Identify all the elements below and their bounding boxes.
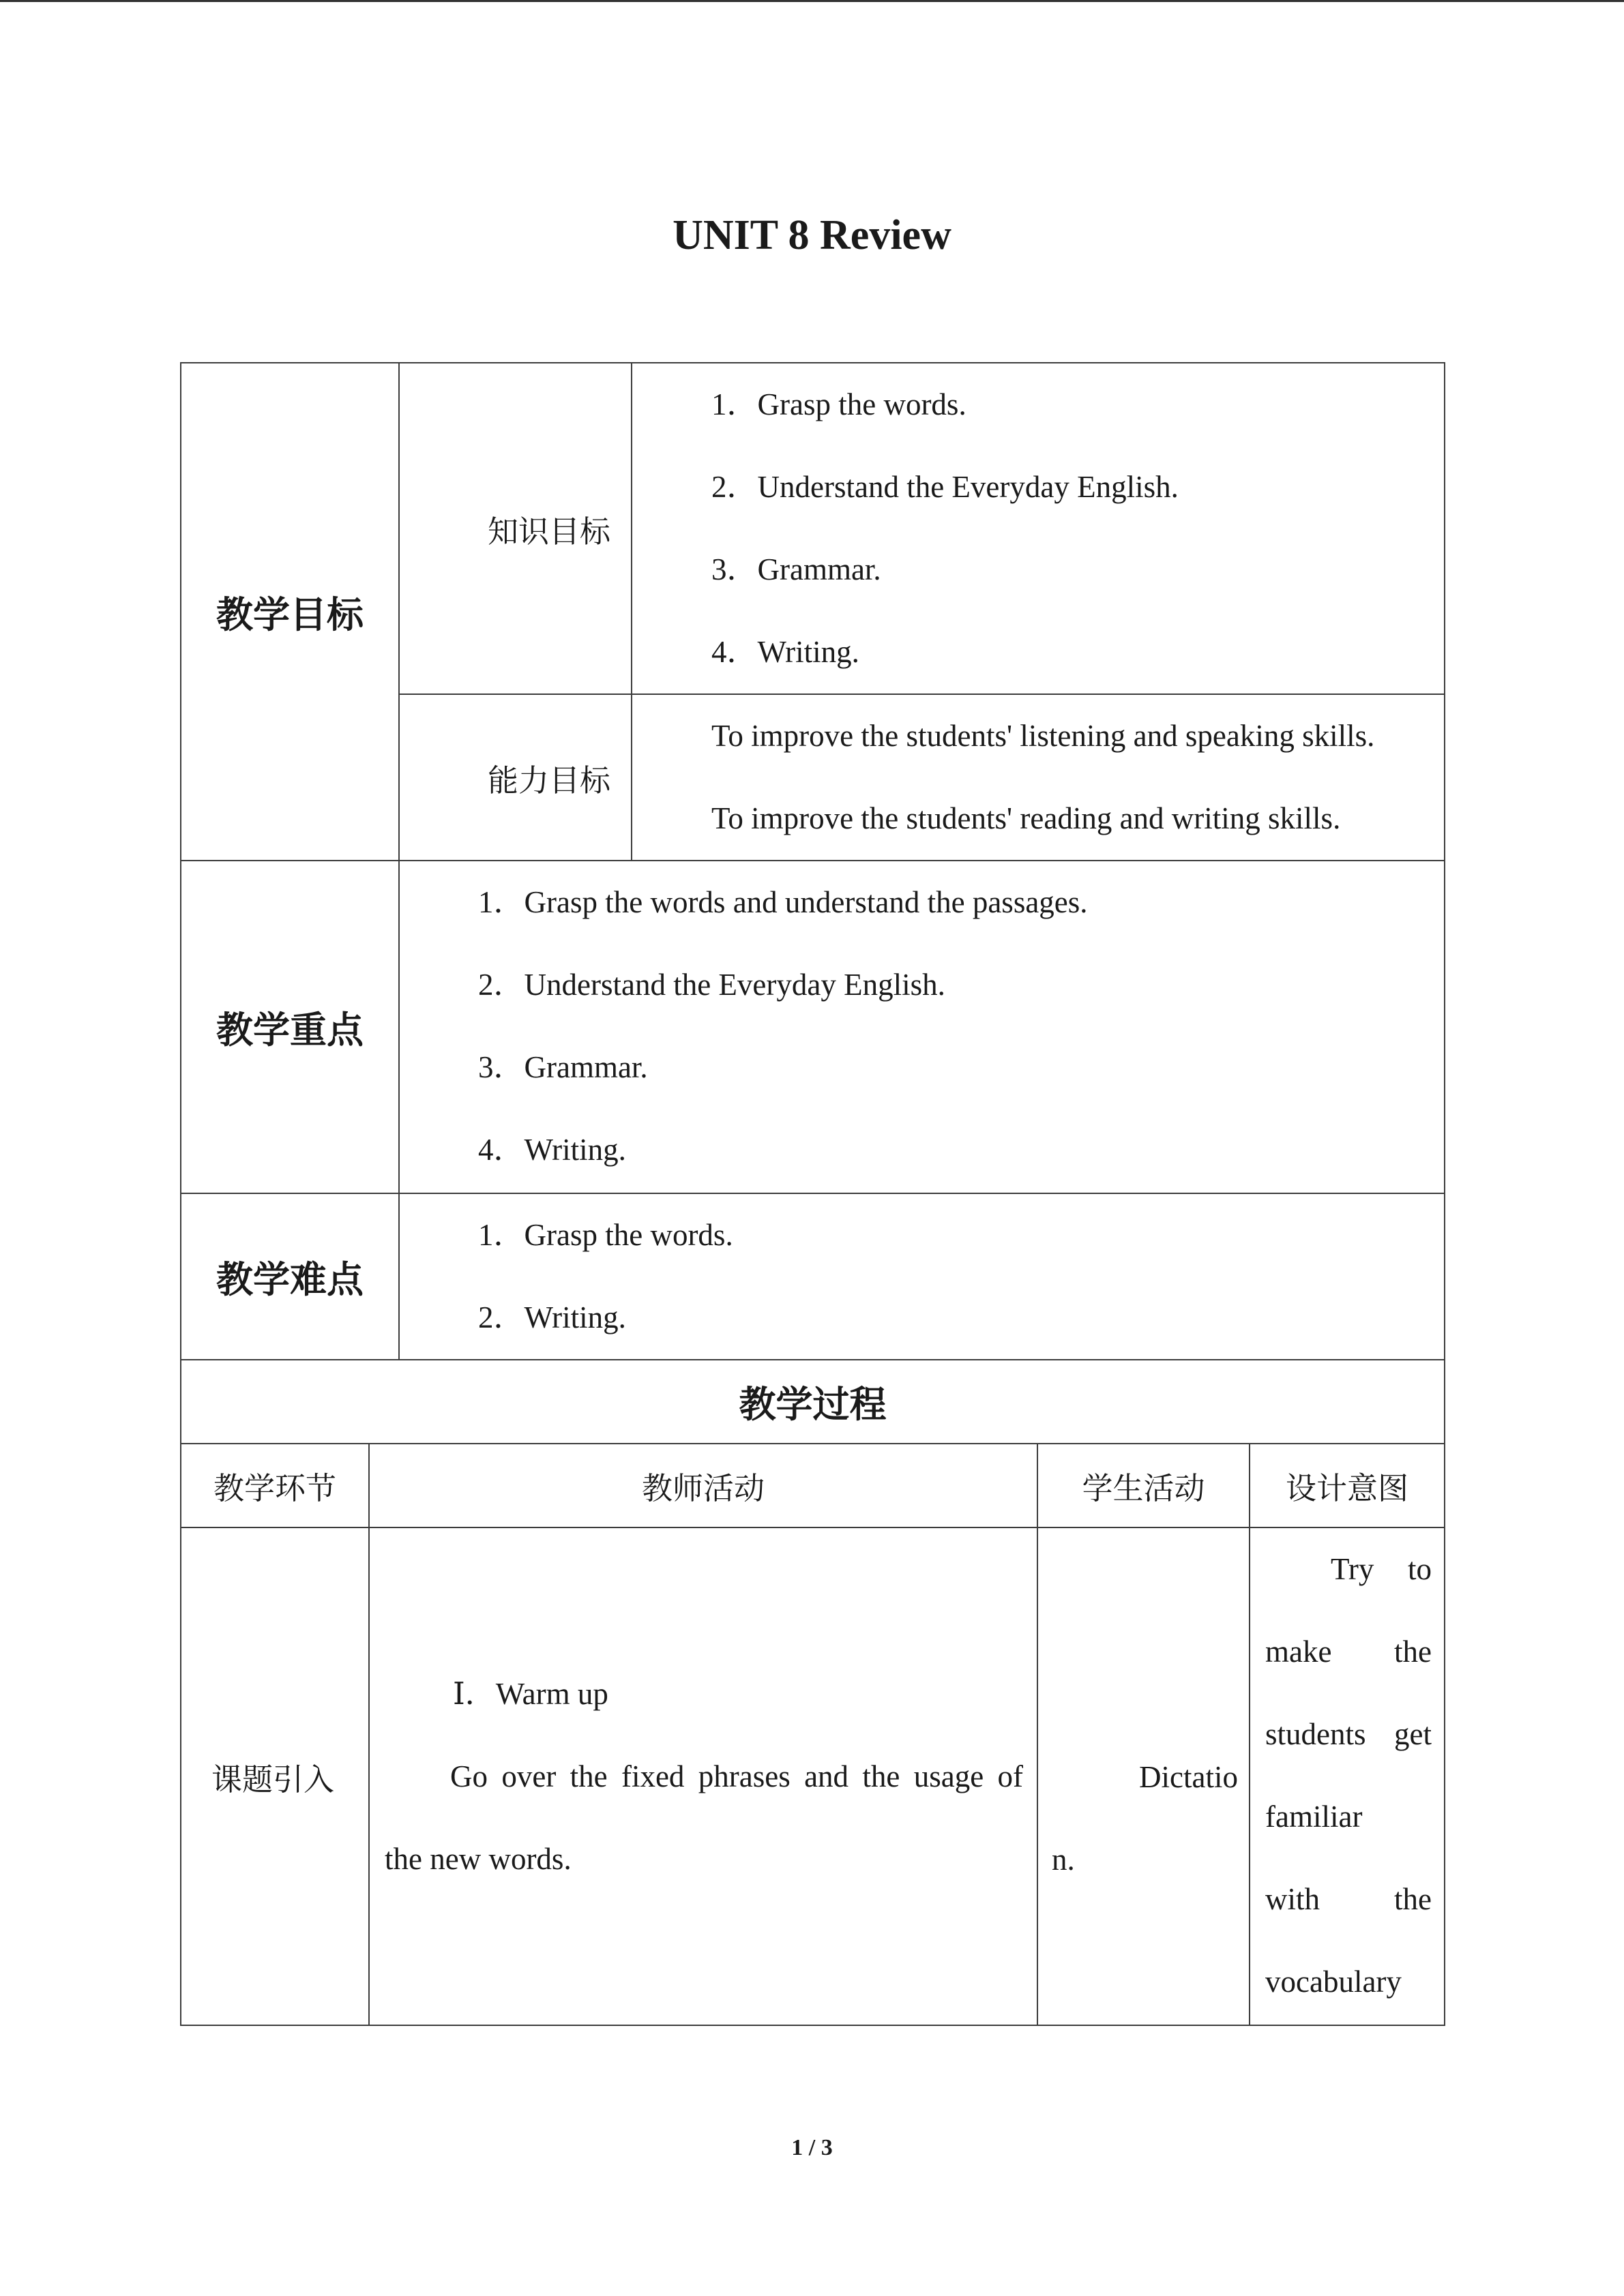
process-row-stage: 课题引入 <box>180 1527 370 2026</box>
key-points-cell <box>398 860 1445 1194</box>
knowledge-item-4: 4．Writing. <box>711 635 859 669</box>
purpose-line-6: vocabulary <box>1265 1965 1402 1999</box>
ability-goal-label: 能力目标 <box>398 694 632 861</box>
knowledge-item-1: 1．Grasp the words. <box>711 387 966 421</box>
knowledge-goal-cell <box>631 362 1445 695</box>
process-row-teacher-cell <box>368 1527 1038 2026</box>
difficulties-label: 教学难点 <box>180 1193 400 1360</box>
key-points-label: 教学重点 <box>180 860 400 1194</box>
teacher-activity-heading: Ⅰ．Warm up <box>453 1677 608 1711</box>
page-top-border <box>0 0 1624 2</box>
ability-goal-cell <box>631 694 1445 861</box>
column-header-student: 学生活动 <box>1037 1443 1250 1528</box>
knowledge-item-2: 2．Understand the Everyday English. <box>711 470 1179 504</box>
difficulties-cell <box>398 1193 1445 1360</box>
key-point-item-2: 2．Understand the Everyday English. <box>478 968 945 1002</box>
column-header-stage: 教学环节 <box>180 1443 370 1528</box>
difficulty-item-1: 1．Grasp the words. <box>478 1218 733 1252</box>
purpose-line-3: students get <box>1265 1717 1432 1751</box>
process-row-purpose-cell <box>1249 1527 1445 2026</box>
key-point-item-4: 4．Writing. <box>478 1133 626 1167</box>
process-row-student-cell <box>1037 1527 1250 2026</box>
purpose-line-1: Try to <box>1331 1552 1432 1586</box>
column-header-teacher: 教师活动 <box>368 1443 1038 1528</box>
ability-item-2: To improve the students' reading and writing skills. <box>711 801 1341 835</box>
column-header-purpose: 设计意图 <box>1249 1443 1445 1528</box>
ability-item-1: To improve the students' listening and speaking skills. <box>711 719 1375 753</box>
page-number: 1 / 3 <box>791 2135 833 2160</box>
process-heading: 教学过程 <box>180 1359 1445 1444</box>
teacher-activity-line-2: the new words. <box>385 1842 572 1876</box>
knowledge-goal-label: 知识目标 <box>398 362 632 695</box>
teacher-activity-line-1: Go over the fixed phrases and the usage of <box>450 1759 1023 1793</box>
key-point-item-3: 3．Grammar. <box>478 1050 648 1084</box>
knowledge-item-3: 3．Grammar. <box>711 552 881 586</box>
purpose-line-2: make the <box>1265 1635 1432 1669</box>
purpose-line-5: with the <box>1265 1882 1432 1916</box>
student-activity-line-2: n. <box>1052 1843 1075 1877</box>
difficulty-item-2: 2．Writing. <box>478 1300 626 1335</box>
purpose-line-4: familiar <box>1265 1800 1363 1834</box>
student-activity-line-1: Dictatio <box>1139 1760 1238 1794</box>
objectives-label: 教学目标 <box>180 362 400 861</box>
page-title: UNIT 8 Review <box>673 212 951 258</box>
key-point-item-1: 1．Grasp the words and understand the passages. <box>478 885 1088 919</box>
